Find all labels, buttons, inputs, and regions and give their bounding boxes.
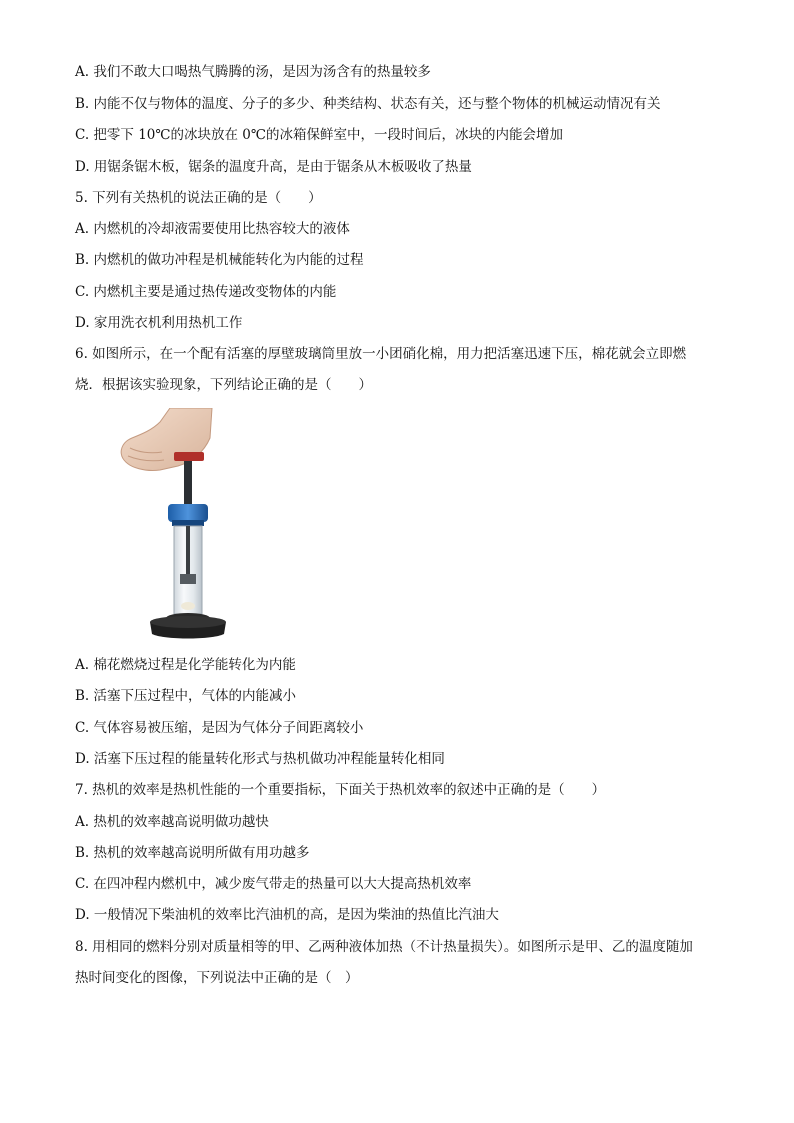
q8-stem-line1: 8. 用相同的燃料分别对质量相等的甲、乙两种液体加热（不计热量损失）。如图所示是甲、乙的温度随加 bbox=[75, 939, 693, 955]
q5-option-c: C. 内燃机主要是通过热传递改变物体的内能 bbox=[75, 284, 337, 300]
q6-option-a: A. 棉花燃烧过程是化学能转化为内能 bbox=[75, 657, 296, 673]
q7-option-a: A. 热机的效率越高说明做功越快 bbox=[75, 814, 269, 830]
q8-stem-line2: 热时间变化的图像，下列说法中正确的是（ ） bbox=[75, 970, 359, 986]
q7-option-c: C. 在四冲程内燃机中，减少废气带走的热量可以大大提高热机效率 bbox=[75, 876, 472, 892]
q5-stem: 5. 下列有关热机的说法正确的是（ ） bbox=[75, 190, 322, 206]
q5-option-b: B. 内燃机的做功冲程是机械能转化为内能的过程 bbox=[75, 252, 364, 268]
q4-option-c: C. 把零下 10℃的冰块放在 0℃的冰箱保鲜室中，一段时间后，冰块的内能会增加 bbox=[75, 127, 563, 143]
q6-option-b: B. 活塞下压过程中，气体的内能减小 bbox=[75, 688, 297, 704]
q5-option-d: D. 家用洗衣机利用热机工作 bbox=[75, 315, 243, 331]
q7-option-b: B. 热机的效率越高说明所做有用功越多 bbox=[75, 845, 310, 861]
q6-option-d: D. 活塞下压过程的能量转化形式与热机做功冲程能量转化相同 bbox=[75, 751, 445, 767]
piston-cylinder-figure bbox=[108, 408, 228, 640]
q6-option-c: C. 气体容易被压缩，是因为气体分子间距离较小 bbox=[75, 720, 364, 736]
q4-option-b: B. 内能不仅与物体的温度、分子的多少、种类结构、状态有关，还与整个物体的机械运动情况有关 bbox=[75, 96, 661, 112]
hand-pressing-piston-illustration bbox=[108, 408, 228, 640]
q6-stem-line2: 烧．根据该实验现象，下列结论正确的是（ ） bbox=[75, 377, 372, 393]
q4-option-d: D. 用锯条锯木板，锯条的温度升高，是由于锯条从木板吸收了热量 bbox=[75, 159, 472, 175]
q4-option-a: A. 我们不敢大口喝热气腾腾的汤，是因为汤含有的热量较多 bbox=[75, 64, 431, 80]
q6-stem-line1: 6. 如图所示，在一个配有活塞的厚壁玻璃筒里放一小团硝化棉，用力把活塞迅速下压，棉花就会立即燃 bbox=[75, 346, 687, 362]
q5-option-a: A. 内燃机的冷却液需要使用比热容较大的液体 bbox=[75, 221, 350, 237]
q7-option-d: D. 一般情况下柴油机的效率比汽油机的高，是因为柴油的热值比汽油大 bbox=[75, 907, 499, 923]
q7-stem: 7. 热机的效率是热机性能的一个重要指标，下面关于热机效率的叙述中正确的是（ ） bbox=[75, 782, 606, 798]
